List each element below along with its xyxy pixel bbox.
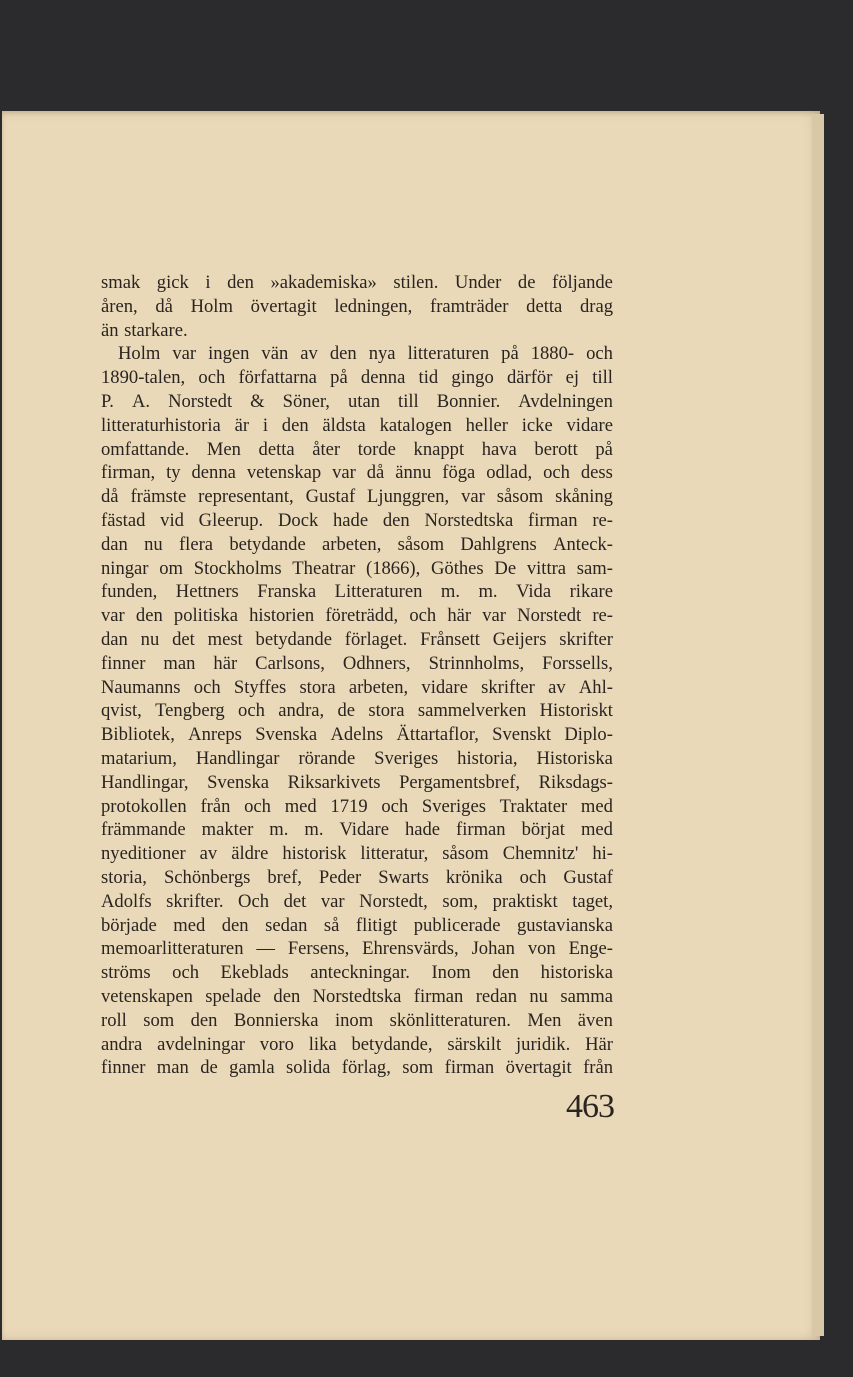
text-line: Adolfs skrifter. Och det var Norstedt, som, praktiskt taget, [101, 890, 613, 912]
text-line: roll som den Bonnierska inom skönlitteraturen. Men även [101, 1009, 613, 1031]
text-line: firman, ty denna vetenskap var då ännu föga odlad, och dess [101, 462, 613, 484]
text-line: funden, Hettners Franska Litteraturen m. m. Vida rikare [101, 581, 613, 603]
text-line: finner man här Carlsons, Odhners, Strinnholms, Forssells, [101, 652, 613, 674]
text-line: litteraturhistoria är i den äldsta katalogen heller icke vidare [101, 414, 613, 436]
body-text [101, 271, 613, 1080]
text-line: finner man de gamla solida förlag, som firman övertagit från [101, 1057, 613, 1079]
text-line: Holm var ingen vän av den nya litteraturen på 1880- och [118, 343, 613, 365]
text-line: Bibliotek, Anreps Svenska Adelns Ättartaflor, Svenskt Diplo- [101, 724, 613, 746]
text-line: då främste representant, Gustaf Ljunggren, var såsom skåning [101, 486, 613, 508]
text-line: omfattande. Men detta åter torde knappt hava berott på [101, 438, 613, 460]
text-line: matarium, Handlingar rörande Sveriges historia, Historiska [101, 747, 613, 769]
text-line: smak gick i den »akademiska» stilen. Under de följande [101, 272, 613, 293]
text-line: protokollen från och med 1719 och Sveriges Traktater med [101, 795, 613, 817]
text-line: 1890-talen, och författarna på denna tid gingo därför ej till [101, 367, 613, 389]
text-line: började med den sedan så flitigt publicerade gustavianska [101, 914, 613, 936]
text-line: qvist, Tengberg och andra, de stora sammelverken Historiskt [101, 700, 613, 722]
text-line: ningar om Stockholms Theatrar (1866), Göthes De vittra sam- [101, 557, 613, 579]
text-line: var den politiska historien företrädd, och här var Norstedt re- [101, 605, 613, 627]
text-line: än starkare. [101, 319, 188, 341]
text-line: andra avdelningar voro lika betydande, särskilt juridik. Här [101, 1033, 613, 1055]
text-line: Naumanns och Styffes stora arbeten, vidare skrifter av Ahl- [101, 676, 613, 698]
text-line: dan nu det mest betydande förlaget. Frånsett Geijers skrifter [101, 628, 613, 650]
text-line: nyeditioner av äldre historisk litteratur, såsom Chemnitz' hi- [101, 843, 613, 865]
text-line: främmande makter m. m. Vidare hade firman börjat med [101, 819, 613, 841]
text-line: ströms och Ekeblads anteckningar. Inom den historiska [101, 962, 613, 984]
text-line: fästad vid Gleerup. Dock hade den Norstedtska firman re- [101, 509, 613, 531]
page-number: 463 [566, 1088, 614, 1125]
text-line: dan nu flera betydande arbeten, såsom Dahlgrens Anteck- [101, 533, 613, 555]
text-line: åren, då Holm övertagit ledningen, framträder detta drag [101, 295, 613, 317]
text-line: P. A. Norstedt & Söner, utan till Bonnier. Avdelningen [101, 390, 613, 412]
text-line: vetenskapen spelade den Norstedtska firman redan nu samma [101, 985, 613, 1007]
text-line: memoarlitteraturen — Fersens, Ehrensvärds, Johan von Enge- [101, 938, 613, 960]
text-line: storia, Schönbergs bref, Peder Swarts krönika och Gustaf [101, 866, 613, 888]
text-line: Handlingar, Svenska Riksarkivets Pergamentsbref, Riksdags- [101, 771, 613, 793]
page-edge [812, 114, 824, 1336]
